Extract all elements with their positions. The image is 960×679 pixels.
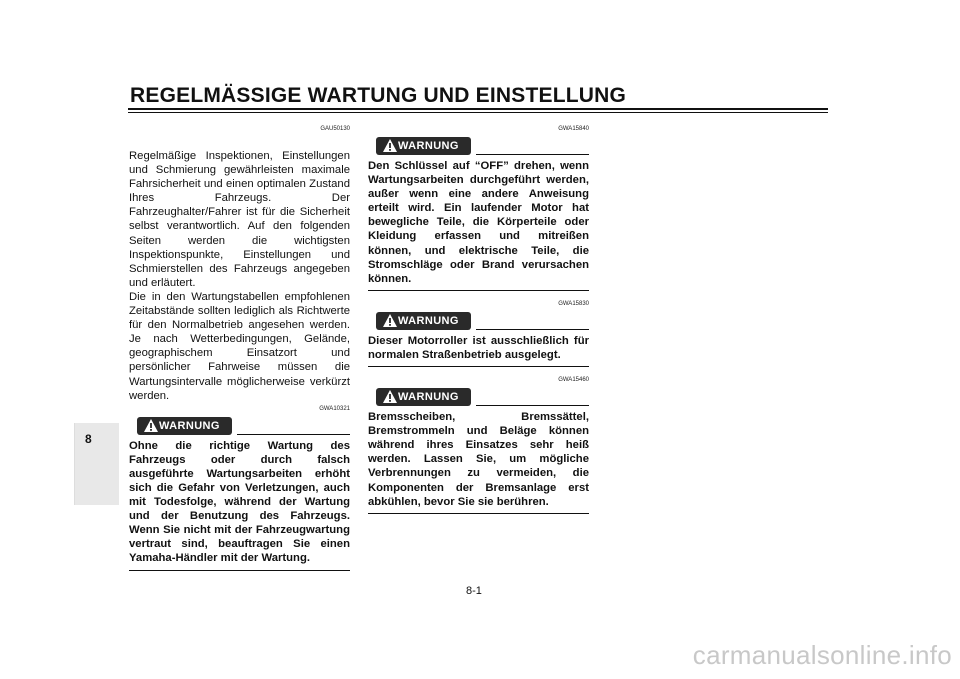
intro-paragraph: Die in den Wartungstabellen empfohlenen Zeitabstände sollten lediglich als Richtwerte für den Normalbetrieb angesehen werden. Je nach Wetterbedingungen, Gelände, geographischem Einsatzort und persönlicher Fahrweise müssen die Wartungsintervalle möglicherweise verkürzt werden. <box>129 290 350 402</box>
warning-label: WARNUNG <box>398 314 459 327</box>
warning-label: WARNUNG <box>398 391 459 404</box>
warning-triangle-icon <box>143 418 159 433</box>
watermark: carmanualsonline.info <box>692 640 952 670</box>
warning-header <box>368 312 589 330</box>
warning-code: GWA15460 <box>558 377 589 384</box>
warning-rule <box>237 434 350 435</box>
section-tab-label: 8 <box>85 432 92 446</box>
page-title: REGELMÄSSIGE WARTUNG UND EINSTELLUNG <box>130 84 627 107</box>
section-tab <box>74 423 119 505</box>
warning-badge <box>376 312 471 330</box>
title-rule-thin <box>128 112 828 113</box>
warning-triangle-icon <box>382 138 398 153</box>
warning-triangle-icon <box>382 313 398 328</box>
warning-label: WARNUNG <box>398 140 459 152</box>
warning-badge <box>137 417 232 435</box>
warning-text: Bremsscheiben, Bremssättel, Bremstrommeln und Beläge können während ihres Einsatzes sehr heiß werden. Lassen Sie, um mögliche Verbrennungen zu vermeiden, die Komponenten der Bremsanlage erst abkühlen, bevor Sie sie berühren. <box>368 410 589 514</box>
warning-header <box>368 137 589 155</box>
warning-text: Dieser Motorroller ist ausschließlich für normalen Straßenbetrieb ausgelegt. <box>368 334 589 367</box>
left-column <box>129 126 350 571</box>
page-number: 8-1 <box>466 585 482 597</box>
warning-header <box>129 417 350 435</box>
intro-text <box>129 149 350 403</box>
warning-text: Den Schlüssel auf “OFF” drehen, wenn Wartungsarbeiten durchgeführt werden, außer wenn eine andere Anweisung erteilt wird. Ein laufender Motor hat bewegliche Teile, die Körperteile oder Kleidung erfassen und mitreißen können, und elektrische Teile, die Stromschläge oder Brand verursachen können. <box>368 159 589 291</box>
warning-header <box>368 388 589 406</box>
warning-rule <box>476 405 589 406</box>
warning-code: GWA10321 <box>319 405 350 412</box>
warning-badge <box>376 388 471 406</box>
warning-code: GWA15830 <box>558 300 589 307</box>
section-code: GAU50130 <box>320 126 350 132</box>
warning-badge <box>376 137 471 155</box>
right-column <box>368 126 589 514</box>
title-rule <box>128 108 828 110</box>
intro-paragraph: Regelmäßige Inspektionen, Einstellungen und Schmierung gewährleisten maximale Fahrsicherheit und einen optimalen Zustand Ihres Fahrzeugs. Der Fahrzeughalter/Fahrer ist für die Sicherheit selbst verantwortlich. Auf den folgenden Seiten werden die wichtigsten Inspektionspunkte, Einstellungen und Schmierstellen des Fahrzeugs angegeben und erläutert. <box>129 150 350 289</box>
warning-triangle-icon <box>382 389 398 404</box>
warning-rule <box>476 329 589 330</box>
warning-code: GWA15840 <box>558 126 589 132</box>
warning-label: WARNUNG <box>159 419 220 432</box>
warning-rule <box>476 154 589 155</box>
warning-text: Ohne die richtige Wartung des Fahrzeugs oder durch falsch ausgeführte Wartungsarbeiten erhöht sich die Gefahr von Verletzungen, auch mit Todesfolge, während der Wartung und der Benutzung des Fahrzeugs. Wenn Sie nicht mit der Fahrzeugwartung vertraut sind, beauftragen Sie einen Yamaha-Händler mit der Wartung. <box>129 439 350 571</box>
